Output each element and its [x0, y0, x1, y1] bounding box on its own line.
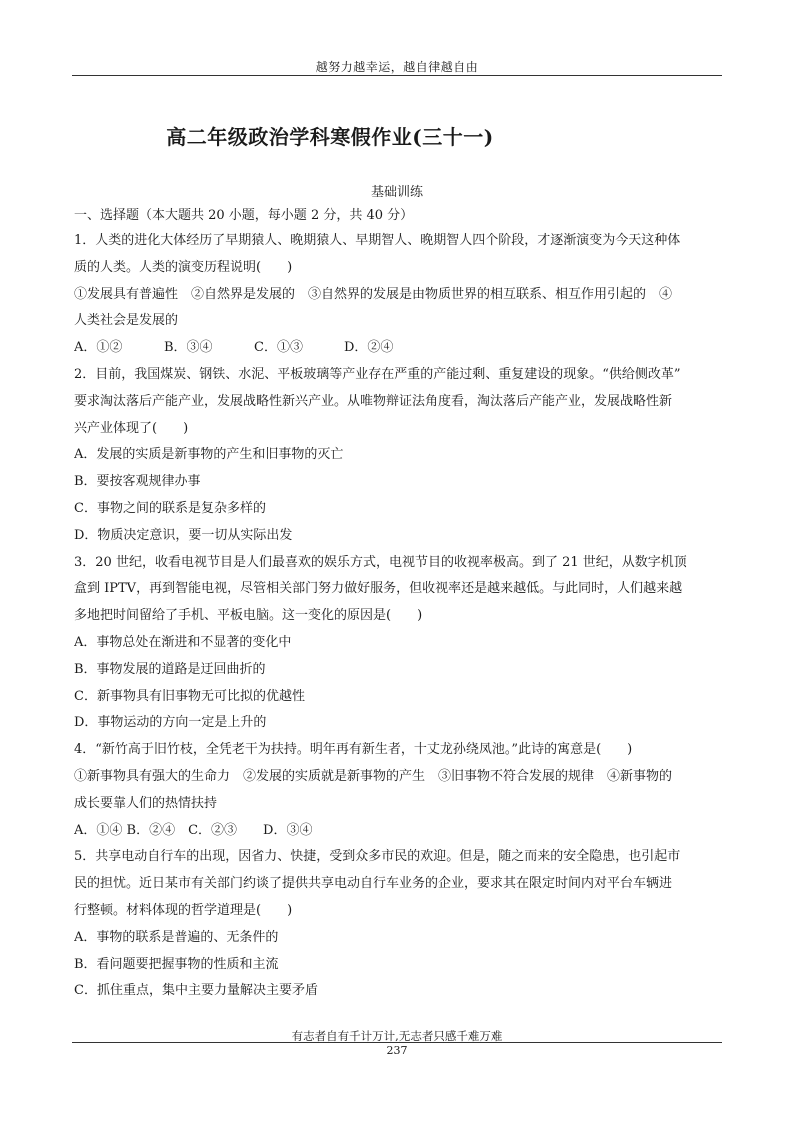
- question-stem-line: 盒到 IPTV，再到智能电视，尽管相关部门努力做好服务，但收视率还是越来越低。与此同时，人们越来越: [74, 581, 683, 597]
- page-number: 237: [386, 1044, 408, 1057]
- question-stem-line: 民的担忧。近日某市有关部门约谈了提供共享电动自行车业务的企业，要求其在限定时间内对平台车辆进: [74, 876, 673, 892]
- option-c: C．事物之间的联系是复杂多样的: [74, 500, 266, 516]
- question-stem-line: 4．“新竹高于旧竹枝，全凭老干为扶持。明年再有新生者，十丈龙孙绕凤池。”此诗的寓意是( ): [74, 742, 633, 758]
- option-b: B．③④: [164, 340, 213, 356]
- question-stem-line: 2．目前，我国煤炭、钢铁、水泥、平板玻璃等产业存在严重的产能过剩、重复建设的现象。“供给侧改革”: [74, 366, 681, 382]
- options-row: A．①④ B．②④ C．②③ D．③④: [74, 822, 313, 838]
- question-stem-line: 要求淘汰落后产能产业，发展战略性新兴产业。从唯物辩证法角度看，淘汰落后产能产业，发展战略性新: [74, 393, 673, 409]
- option-d: D．物质决定意识，要一切从实际出发: [74, 527, 293, 543]
- question-content: [74, 204, 724, 1005]
- option-c: C．①③: [254, 340, 303, 356]
- footer-divider: [72, 1042, 722, 1043]
- statement-line: ①发展具有普遍性 ②自然界是发展的 ③自然界的发展是由物质世界的相互联系、相互作用引起的 ④: [74, 286, 673, 302]
- question-3: [74, 550, 724, 738]
- options-row: [74, 335, 724, 362]
- header-motto: 越努力越幸运，越自律越自由: [315, 60, 479, 74]
- option-a: A．①②: [74, 340, 123, 356]
- option-b: B．事物发展的道路是迂回曲折的: [74, 661, 266, 677]
- question-stem-line: 3．20 世纪，收看电视节目是人们最喜欢的娱乐方式，电视节目的收视率极高。到了 21 世纪，从数字机顶: [74, 554, 687, 570]
- question-stem-line: 行整顿。材料体现的哲学道理是( ): [74, 902, 293, 918]
- section-name: 基础训练: [370, 185, 423, 200]
- footer-motto: 有志者自有千计万计,无志者只感千难万难: [291, 1029, 503, 1043]
- document-title: 高二年级政治学科寒假作业(三十一): [166, 125, 494, 149]
- option-a: A．发展的实质是新事物的产生和旧事物的灭亡: [74, 447, 344, 463]
- question-stem-line: 多地把时间留给了手机、平板电脑。这一变化的原因是( ): [74, 608, 423, 624]
- option-c: C．新事物具有旧事物无可比拟的优越性: [74, 688, 305, 704]
- question-1: [74, 228, 724, 362]
- statement-line: 成长要靠人们的热情扶持: [74, 795, 218, 811]
- option-d: D．事物运动的方向一定是上升的: [74, 715, 267, 731]
- statement-line: ①新事物具有强大的生命力 ②发展的实质就是新事物的产生 ③旧事物不符合发展的规律 ④新事物的: [74, 768, 673, 784]
- option-b: B．要按客观规律办事: [74, 474, 201, 490]
- option-d: D．②④: [344, 340, 394, 356]
- statement-line: 人类社会是发展的: [74, 313, 179, 329]
- header-divider: [72, 75, 722, 76]
- option-c: C．抓住重点，集中主要力量解决主要矛盾: [74, 983, 318, 999]
- option-b: B．看问题要把握事物的性质和主流: [74, 956, 279, 972]
- question-stem-line: 质的人类。人类的演变历程说明( ): [74, 259, 293, 275]
- part-heading: 一、选择题（本大题共 20 小题，每小题 2 分，共 40 分）: [74, 208, 414, 223]
- question-stem-line: 5．共享电动自行车的出现，因省力、快捷，受到众多市民的欢迎。但是，随之而来的安全隐患，也引起市: [74, 849, 681, 865]
- option-a: A．事物的联系是普遍的、无条件的: [74, 929, 279, 945]
- question-stem-line: 1．人类的进化大体经历了早期猿人、晚期猿人、早期智人、晚期智人四个阶段，才逐渐演变为今天这种体: [74, 233, 681, 248]
- question-5: [74, 844, 724, 1005]
- question-2: [74, 362, 724, 550]
- question-stem-line: 兴产业体现了( ): [74, 420, 189, 436]
- question-4: [74, 737, 724, 844]
- option-a: A．事物总处在渐进和不显著的变化中: [74, 634, 292, 650]
